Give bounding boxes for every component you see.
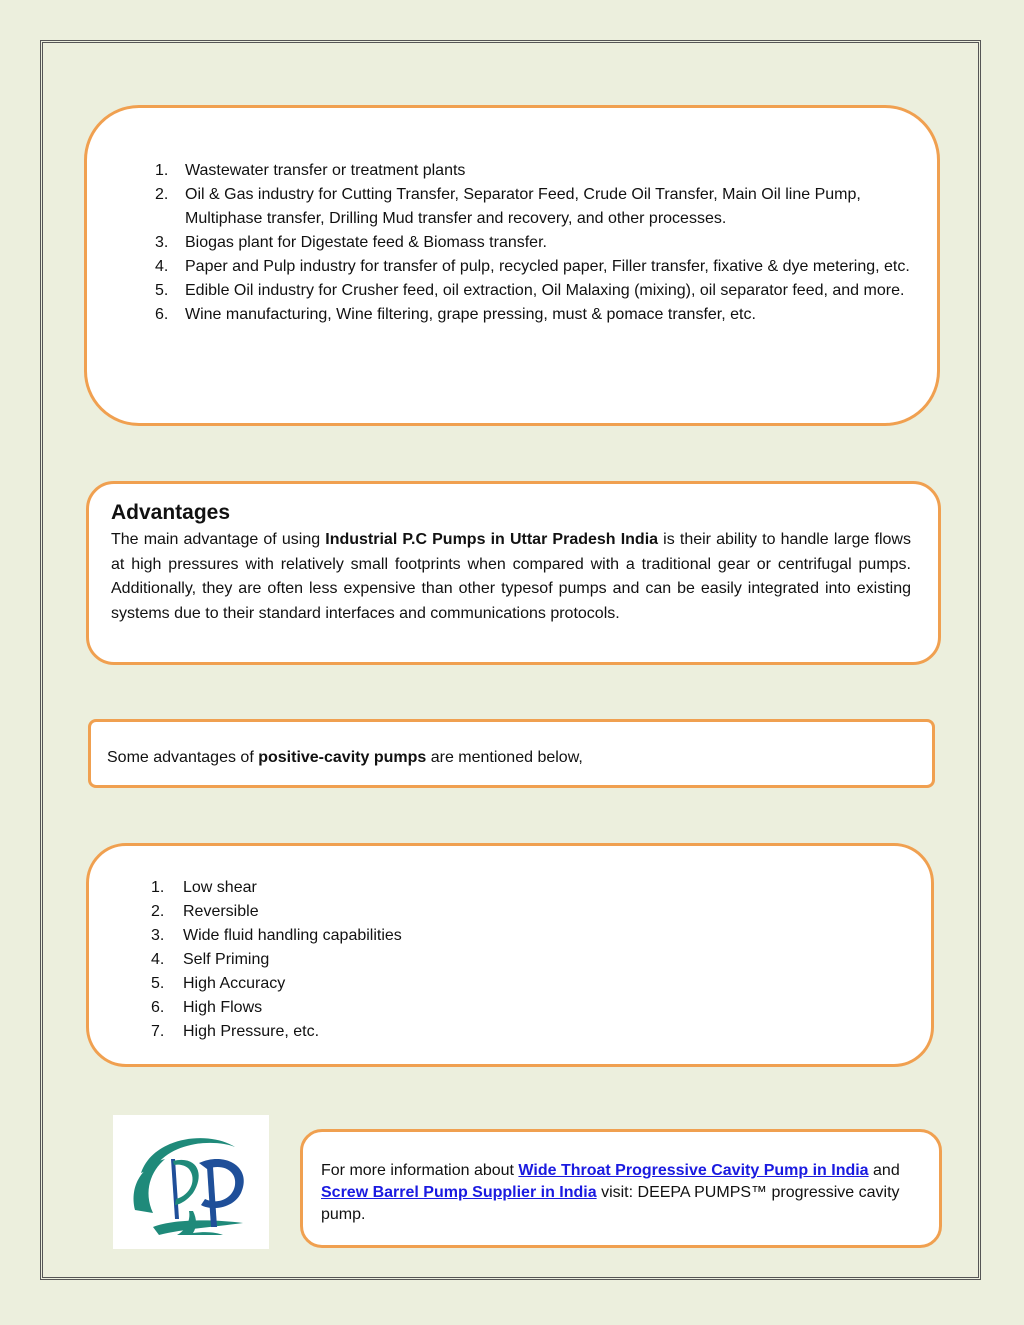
list-number: 2. <box>155 186 169 203</box>
contact-text-part: For more information about <box>321 1162 519 1179</box>
list-item-text: High Flows <box>183 999 263 1016</box>
list-item <box>151 972 651 996</box>
list-item <box>155 183 915 231</box>
advantages-paragraph <box>111 528 911 626</box>
list-item <box>155 303 915 327</box>
list-number: 5. <box>151 975 165 992</box>
list-item-text: Biogas plant for Digestate feed & Biomass transfer. <box>185 234 547 251</box>
list-item <box>151 1020 651 1044</box>
industries-list <box>155 159 915 327</box>
list-number: 3. <box>155 234 169 251</box>
list-item <box>155 279 915 303</box>
list-item-text: Reversible <box>183 903 259 920</box>
advantages-heading: Advantages <box>111 501 231 524</box>
advantages-text: The main advantage of using <box>111 531 326 548</box>
features-card <box>86 843 934 1067</box>
list-item-text: Wide fluid handling capabilities <box>183 927 402 944</box>
list-item-text: Edible Oil industry for Crusher feed, oil extraction, Oil Malaxing (mixing), oil separator feed, and more. <box>185 282 905 299</box>
contact-text <box>321 1160 926 1226</box>
list-item-text: High Pressure, etc. <box>183 1023 320 1040</box>
list-number: 4. <box>151 951 165 968</box>
contact-card <box>300 1129 942 1248</box>
list-item-text: High Accuracy <box>183 975 286 992</box>
advantages-text: is their ability to handle large flows at high pressures with relatively small footprints when compared with a traditional gear or centrifugal pumps. Additionally, they are often less expensive than other typesof pumps and can be easily integrated into existing systems due to their standard interfaces and communications protocols. <box>111 531 911 622</box>
list-item <box>155 255 915 279</box>
list-item <box>151 996 651 1020</box>
list-item <box>151 924 651 948</box>
list-number: 6. <box>151 999 165 1016</box>
list-item <box>151 876 651 900</box>
list-number: 2. <box>151 903 165 920</box>
list-number: 4. <box>155 258 169 275</box>
wide-throat-pump-link[interactable]: Wide Throat Progressive Cavity Pump in India <box>518 1162 869 1179</box>
list-item-text: Low shear <box>183 879 257 896</box>
list-number: 3. <box>151 927 165 944</box>
list-item-text: Wastewater transfer or treatment plants <box>185 162 466 179</box>
list-item <box>151 948 651 972</box>
features-list <box>151 876 651 1044</box>
advantages-card <box>86 481 941 665</box>
logo <box>113 1115 269 1249</box>
list-number: 5. <box>155 282 169 299</box>
list-item-text: Paper and Pulp industry for transfer of pulp, recycled paper, Filler transfer, fixative & dye metering, etc. <box>185 258 910 275</box>
list-item <box>151 900 651 924</box>
screw-barrel-pump-link[interactable]: Screw Barrel Pump Supplier in India <box>321 1184 597 1201</box>
contact-text-part: and <box>868 1162 900 1179</box>
contact-text-part: visit: DEEPA PUMPS™ progressive cavity pump. <box>321 1184 900 1223</box>
intro-text-part: are mentioned below, <box>426 749 583 766</box>
advantages-keyword: Industrial P.C Pumps in Uttar Pradesh India <box>325 531 659 548</box>
industries-card <box>84 105 940 426</box>
list-item-text: Wine manufacturing, Wine filtering, grape pressing, must & pomace transfer, etc. <box>185 306 756 323</box>
list-number: 7. <box>151 1023 165 1040</box>
list-number: 6. <box>155 306 169 323</box>
intro-card <box>88 719 935 788</box>
list-item <box>155 231 915 255</box>
intro-text <box>107 749 583 767</box>
list-number: 1. <box>155 162 169 179</box>
list-item-text: Oil & Gas industry for Cutting Transfer, Separator Feed, Crude Oil Transfer, Main Oil line Pump, Multiphase transfer, Drilling Mud transfer and recovery, and other processes. <box>185 186 861 227</box>
intro-text-part: Some advantages of <box>107 749 259 766</box>
list-item-text: Self Priming <box>183 951 270 968</box>
deepa-pumps-logo-icon <box>113 1115 269 1249</box>
intro-keyword: positive-cavity pumps <box>258 749 427 766</box>
list-item <box>155 159 915 183</box>
list-number: 1. <box>151 879 165 896</box>
